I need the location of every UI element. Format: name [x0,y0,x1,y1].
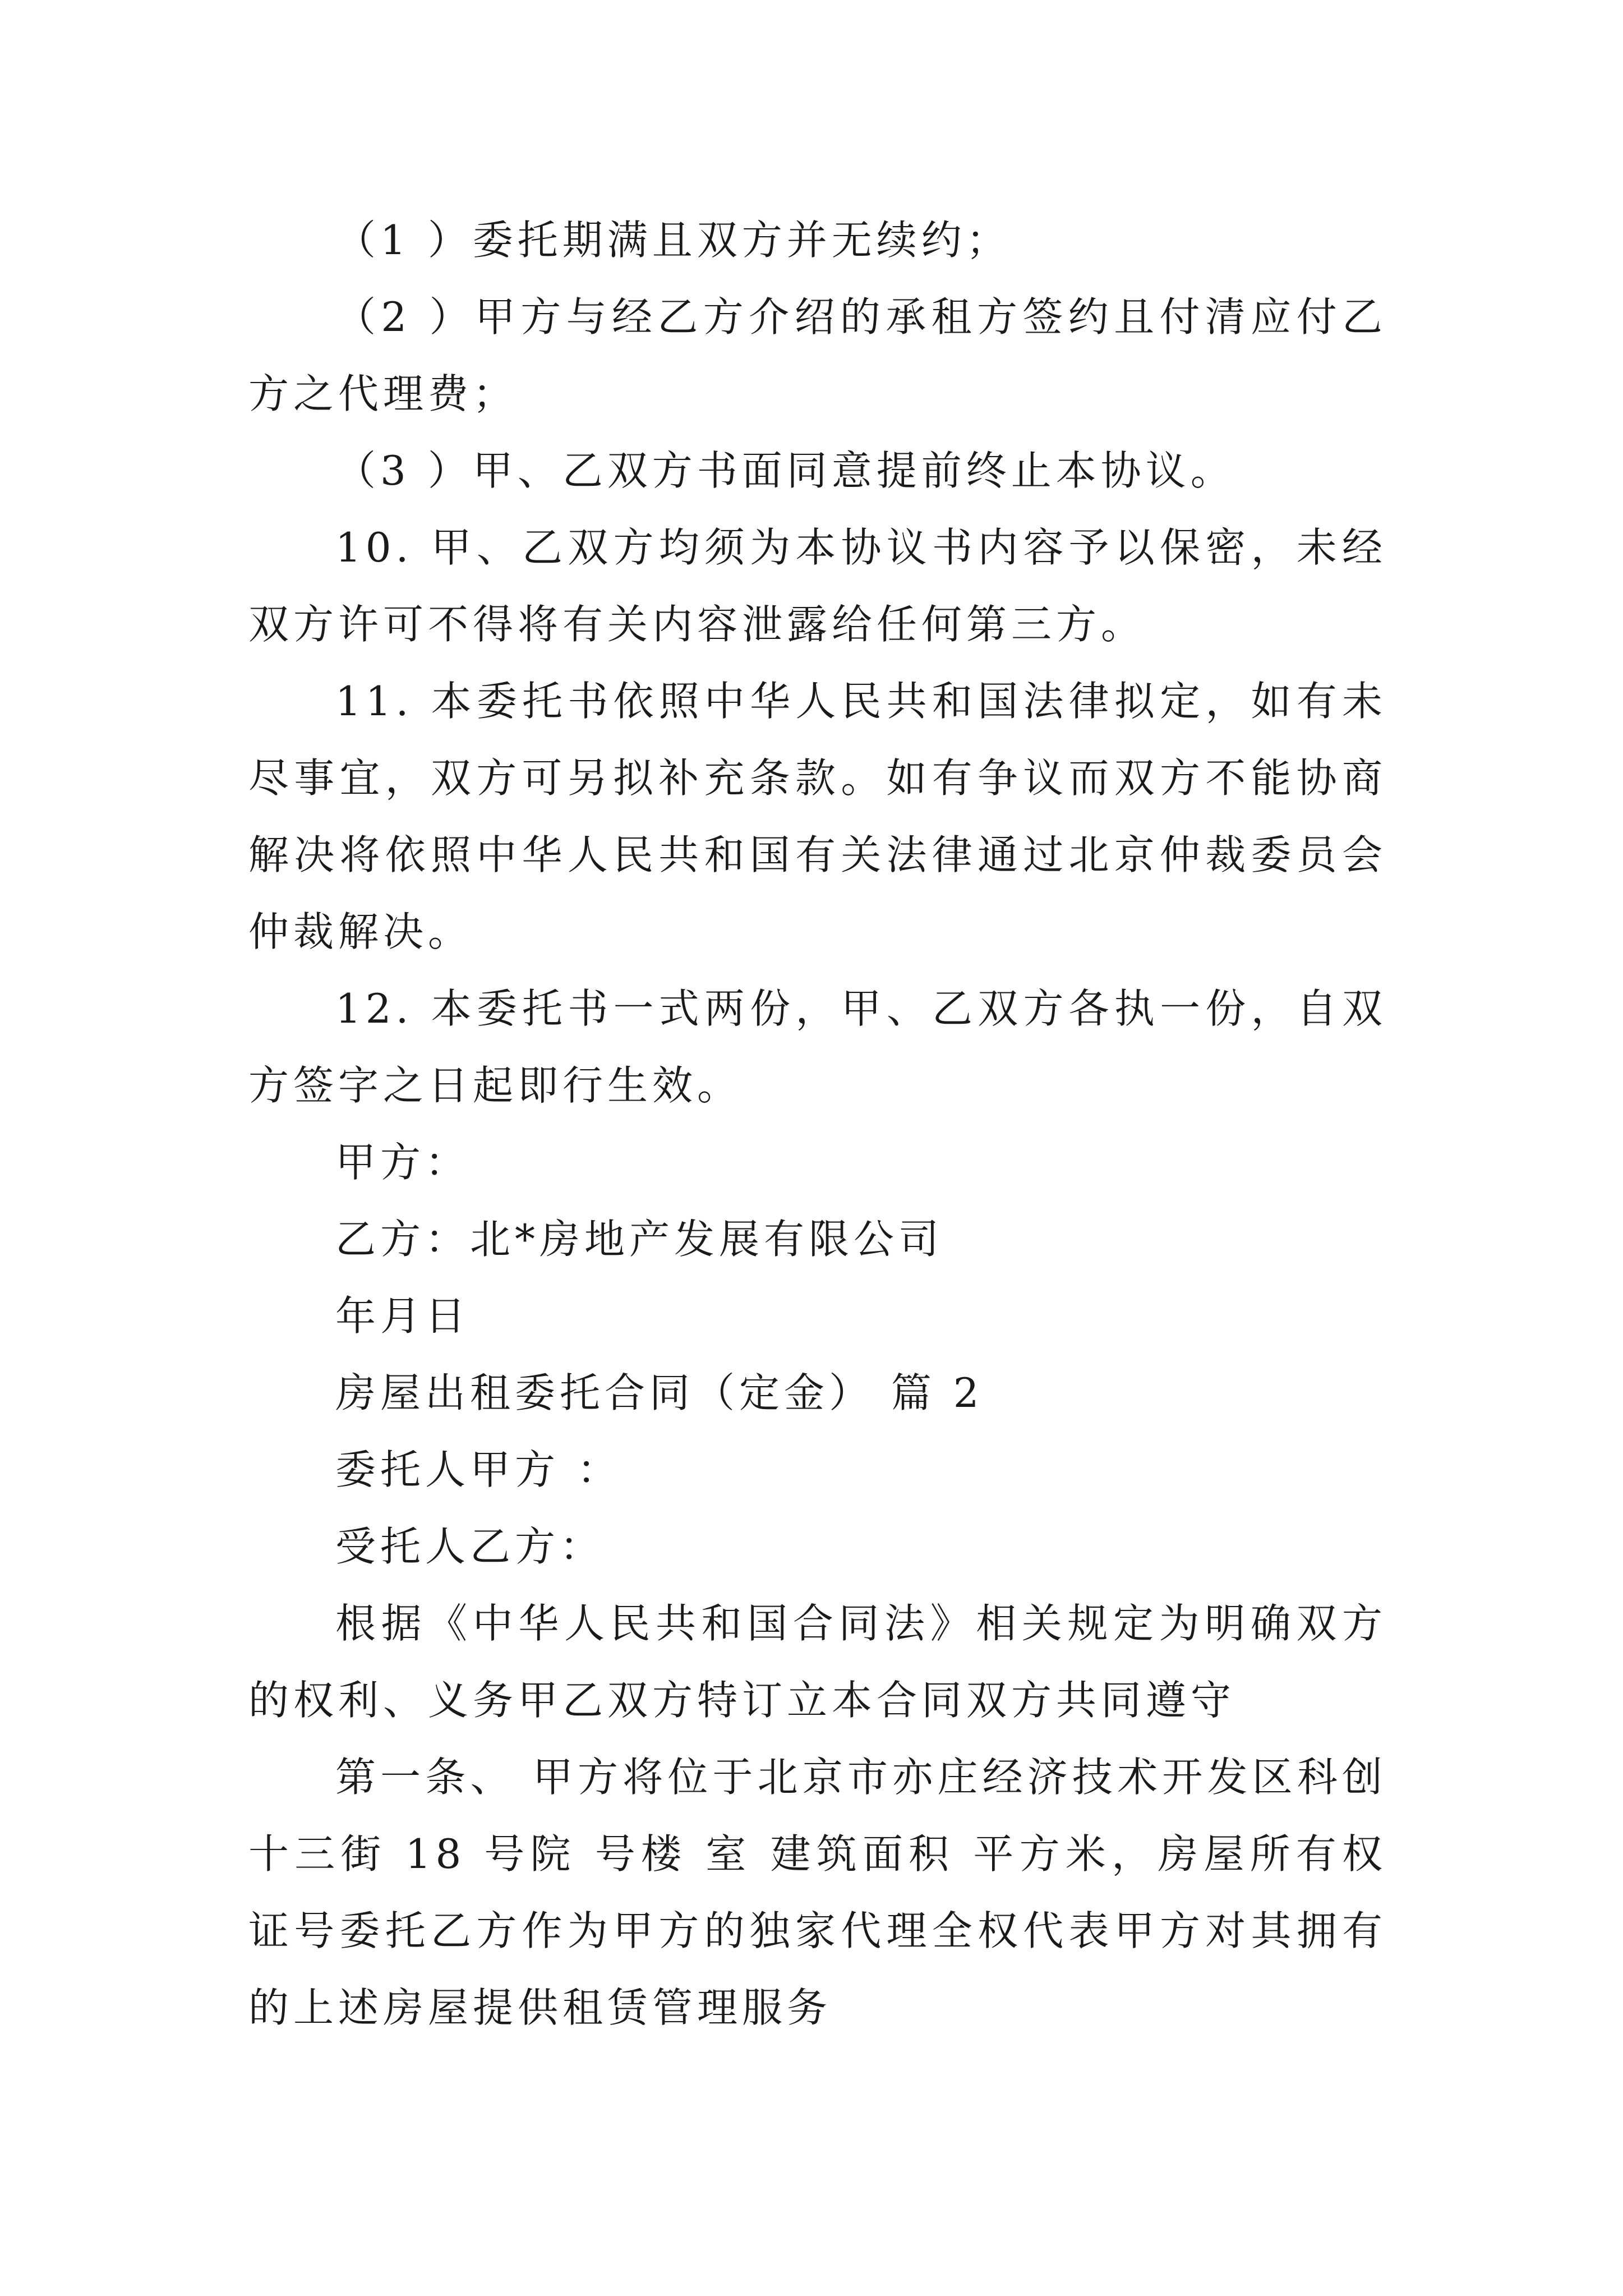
article-1: 第一条、 甲方将位于北京市亦庄经济技术开发区科创十三街 18 号院 号楼 室 建筑面积 平方米，房屋所有权证号委托乙方作为甲方的独家代理全权代表甲方对其拥有的上述房屋提供租赁管理服务 [248,1754,1387,2031]
clause-12: 12. 本委托书一式两份，甲、乙双方各执一份，自双方签字之日起即行生效。 [248,985,1387,1109]
clause-11: 11. 本委托书依照中华人民共和国法律拟定，如有未尽事宜，双方可另拟补充条款。如有争议而双方不能协商解决将依照中华人民共和国有关法律通过北京仲裁委员会仲裁解决。 [248,678,1387,955]
section-title: 房屋出租委托合同（定金） 篇 2 [335,1369,984,1416]
clause-item-1: （1 ）委托期满且双方并无续约； [335,217,1011,264]
principal-party-line: 委托人甲方 ： [335,1446,622,1493]
agent-party-line: 受托人乙方： [335,1523,605,1570]
party-b-signature-line: 乙方：北*房地产发展有限公司 [335,1216,944,1263]
clause-item-3: （3 ）甲、乙双方书面同意提前终止本协议。 [335,447,1235,494]
date-line: 年月日 [335,1292,471,1340]
party-a-signature-line: 甲方： [335,1139,471,1186]
clause-10: 10. 甲、乙双方均须为本协议书内容予以保密，未经双方许可不得将有关内容泄露给任何第三方。 [248,524,1387,648]
clause-item-2: （2 ）甲方与经乙方介绍的承租方签约且付清应付乙方之代理费； [248,293,1387,417]
document-body [248,202,1387,2046]
preamble-paragraph: 根据《中华人民共和国合同法》相关规定为明确双方的权利、义务甲乙双方特订立本合同双方共同遵守 [248,1600,1387,1724]
